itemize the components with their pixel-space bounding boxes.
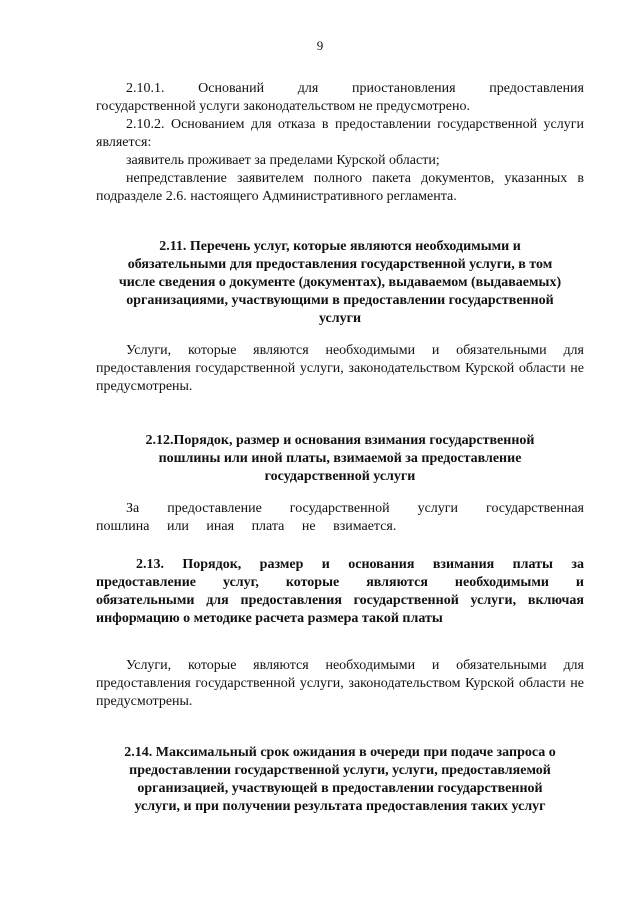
heading-2-14-line-3: организацией, участвующей в предоставлении государственной	[137, 781, 543, 796]
paragraph-2-10-1-line-1: 2.10.1. Оснований для приостановления предоставления	[126, 81, 584, 96]
heading-2-13-line-3: обязательными для предоставления государственной услуги, включая	[96, 593, 584, 608]
heading-2-14-line-4: услуги, и при получении результата предоставления таких услуг	[134, 799, 546, 814]
section-2-14-heading	[96, 744, 584, 816]
paragraph-2-10-1-line-2: государственной услуги законодательством не предусмотрено.	[96, 99, 470, 114]
paragraph-2-12-body: За предоставление государственной услуги государственная пошлина или иная плата не взимается.	[96, 501, 584, 534]
heading-2-11-line-3: числе сведения о документе (документах), выдаваемом (выдаваемых)	[118, 275, 562, 290]
paragraph-refusal-ground-2: непредставление заявителем полного пакета документов, указанных в подразделе 2.6. настоящего Административного регламента.	[96, 171, 584, 204]
page-number: 9	[316, 38, 324, 53]
paragraph-2-11-body: Услуги, которые являются необходимыми и обязательными для предоставления государственной услуги, законодательством Курской области не предусмотрены.	[96, 343, 584, 394]
heading-2-11-line-1: 2.11. Перечень услуг, которые являются необходимыми и	[159, 239, 521, 254]
heading-2-11-line-2: обязательными для предоставления государственной услуги, в том	[127, 257, 553, 272]
paragraph-2-10-2: 2.10.2. Основанием для отказа в предоставлении государственной услуги является:	[96, 117, 584, 150]
paragraph-2-13-body: Услуги, которые являются необходимыми и обязательными для предоставления государственной услуги, законодательством Курской области не предусмотрены.	[96, 658, 584, 709]
heading-2-12-line-1: 2.12.Порядок, размер и основания взимания государственной	[145, 433, 535, 448]
section-2-12-body	[96, 500, 584, 536]
heading-2-14-line-1: 2.14. Максимальный срок ожидания в очереди при подаче запроса о	[124, 745, 556, 760]
section-2-11-heading	[96, 238, 584, 328]
section-2-11-body	[96, 342, 584, 396]
paragraph-refusal-ground-1: заявитель проживает за пределами Курской области;	[126, 153, 440, 168]
paragraph-2-10-1	[96, 80, 584, 116]
heading-2-11-line-4: организациями, участвующими в предоставлении государственной	[126, 293, 554, 308]
heading-2-13-line-4: информацию о методике расчета размера такой платы	[96, 611, 443, 626]
heading-2-12-line-3: государственной услуги	[264, 469, 416, 484]
grounds-block	[96, 80, 584, 206]
section-2-12-heading	[96, 432, 584, 486]
heading-2-14-line-2: предоставлении государственной услуги, услуги, предоставляемой	[129, 763, 551, 778]
heading-2-13-line-1: 2.13. Порядок, размер и основания взимания платы за	[136, 557, 584, 572]
heading-2-13-line-2: предоставление услуг, которые являются необходимыми и	[96, 575, 584, 590]
section-2-13-heading	[96, 556, 584, 628]
heading-2-11-line-5: услуги	[318, 311, 362, 326]
section-2-13-body	[96, 657, 584, 711]
heading-2-12-line-2: пошлины или иной платы, взимаемой за предоставление	[158, 451, 522, 466]
